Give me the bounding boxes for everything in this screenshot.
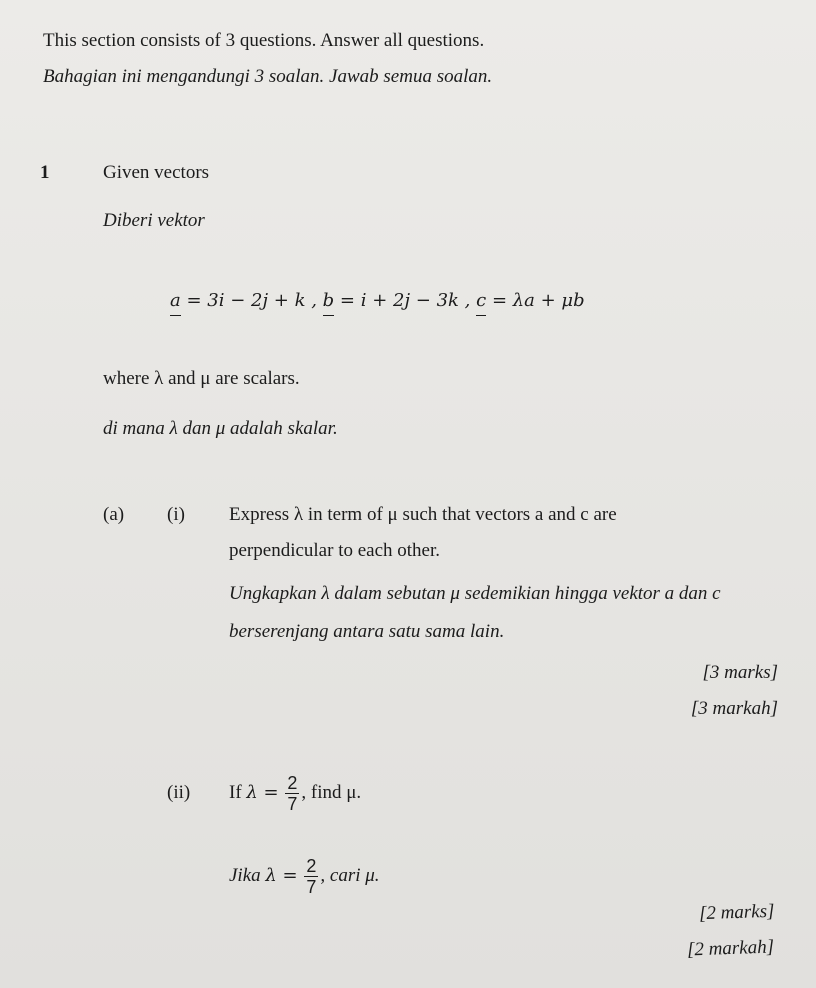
scalars-note-english: where λ and μ are scalars.	[103, 368, 300, 389]
question-number: 1	[40, 162, 50, 183]
part-a-i-marks-english: [3 marks]	[702, 662, 778, 683]
question-intro-english: Given vectors	[103, 162, 210, 183]
part-a-ii-marks-english: [2 marks]	[698, 900, 775, 925]
instruction-english: This section consists of 3 questions. Answer all questions.	[43, 30, 485, 51]
vector-c-symbol: c	[476, 290, 487, 311]
instruction-malay: Bahagian ini mengandungi 3 soalan. Jawab semua soalan.	[43, 66, 493, 87]
question-intro-malay: Diberi vektor	[103, 210, 205, 231]
part-a-label: (a)	[103, 504, 125, 525]
part-a-i-text-malay-line2: berserenjang antara satu sama lain.	[229, 621, 505, 642]
vector-b-symbol: b	[322, 290, 335, 311]
scalars-note-malay: di mana λ dan μ adalah skalar.	[103, 418, 338, 439]
vector-equation	[170, 290, 585, 312]
fraction-two-sevenths: $\frac{2}{7}$	[287, 773, 298, 815]
part-a-i-text-english-line1: Express λ in term of μ such that vectors a and c are	[229, 504, 617, 525]
fraction-two-sevenths-malay: $\frac{2}{7}$	[306, 856, 317, 898]
part-a-ii-text-malay: Jika λ = $\frac{2}{7}$ , cari μ.	[229, 856, 380, 898]
vector-a-symbol: a	[170, 290, 181, 311]
part-a-i-label: (i)	[167, 504, 185, 525]
part-a-ii-label: (ii)	[167, 782, 191, 803]
part-a-i-text-english-line2: perpendicular to each other.	[229, 540, 441, 561]
part-a-i-marks-malay: [3 markah]	[690, 698, 778, 719]
vector-c-definition: = λa + μb	[491, 290, 585, 311]
vector-a-definition: = 3i − 2j + k ,	[186, 290, 317, 311]
vector-b-definition: = i + 2j − 3k ,	[339, 290, 471, 311]
part-a-ii-text-english: If λ = $\frac{2}{7}$ , find μ.	[229, 773, 362, 815]
part-a-i-text-malay-line1: Ungkapkan λ dalam sebutan μ sedemikian hingga vektor a dan c	[229, 583, 721, 604]
part-a-ii-marks-malay: [2 markah]	[686, 936, 775, 961]
